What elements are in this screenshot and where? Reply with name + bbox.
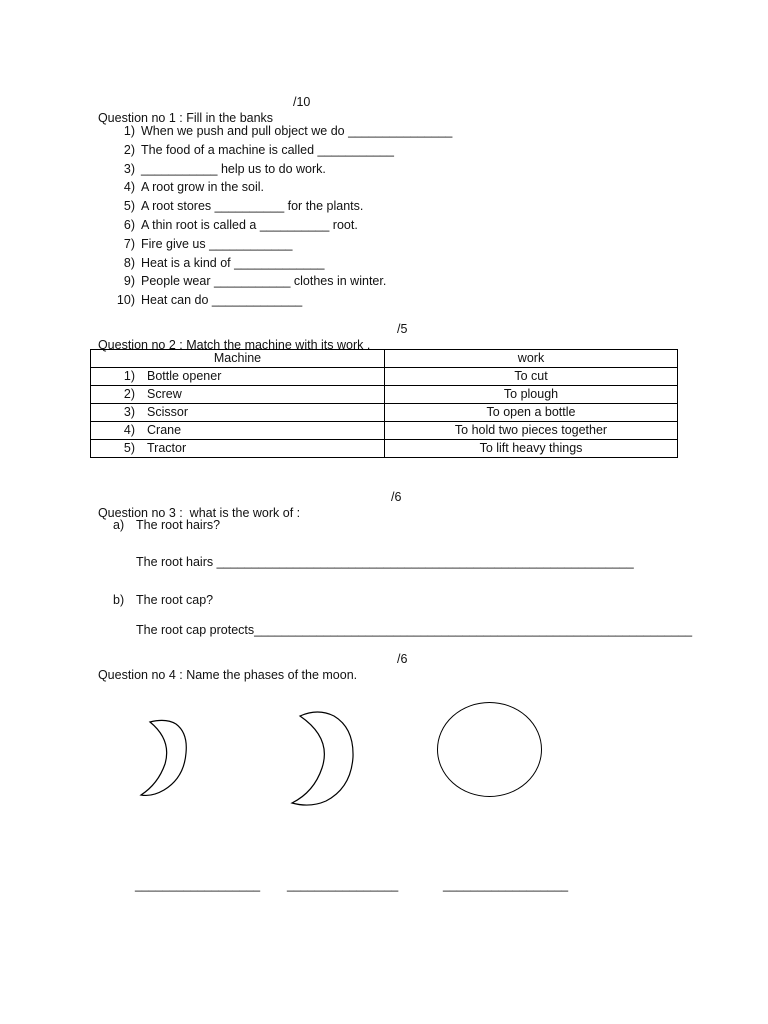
list-item: 2) The food of a machine is called ___________ [123,142,394,157]
full-moon-icon [435,700,545,800]
list-item: 5) A root stores __________ for the plants. [123,199,364,214]
work-cell: To hold two pieces together [385,422,678,440]
machine-cell: 5) Tractor [91,440,385,458]
question-3a-answer-line: The root hairs ____________________________________________________________ [136,555,634,569]
table-row [91,368,678,386]
list-item: 10) Heat can do _____________ [116,293,303,308]
question-1-marks: /10 [293,95,311,109]
question-3b-text: The root cap? [136,593,214,607]
crescent-moon-small-icon [135,715,195,800]
question-3b-answer-line: The root cap protects_______________________________________________________________ [136,623,693,637]
work-cell: To plough [385,386,678,404]
moon-phase-answer-blank-3[interactable]: __________________ [443,878,569,892]
work-cell: To cut [385,368,678,386]
table-row [91,404,678,422]
moon-phase-answer-blank-1[interactable]: __________________ [135,878,261,892]
table-header-row [91,350,678,368]
question-3-marks: /6 [391,490,402,504]
list-item: 7) Fire give us ____________ [123,236,293,251]
question-4-marks: /6 [397,652,408,666]
question-1-title: Question no 1 : Fill in the banks [97,111,274,125]
crescent-moon-large-icon [288,708,358,808]
question-1-list [111,122,452,310]
table-row [91,422,678,440]
moon-phase-answer-blank-2[interactable]: ________________ [287,878,399,892]
list-item: 9) People wear ___________ clothes in winter. [123,274,387,289]
question-4-title: Question no 4 : Name the phases of the moon. [97,668,358,682]
machine-cell: 4) Crane [91,422,385,440]
question-2-title: Question no 2 : Match the machine with its work . [97,338,371,352]
list-item: 1) When we push and pull object we do _______________ [123,124,453,138]
question-2-marks: /5 [397,322,408,336]
machine-cell: 1) Bottle opener [91,368,385,386]
column-header-machine: Machine [91,350,385,368]
table-row [91,440,678,458]
list-item: 3) ___________ help us to do work. [123,161,326,176]
list-item: 8) Heat is a kind of _____________ [123,255,325,270]
machine-cell: 2) Screw [91,386,385,404]
machine-cell: 3) Scissor [91,404,385,422]
work-cell: To lift heavy things [385,440,678,458]
question-4-heading [91,651,408,699]
question-3a-label: a) [113,518,125,532]
list-item: 4) A root grow in the soil. [123,180,264,195]
list-item: 6) A thin root is called a __________ root. [123,217,358,232]
match-table [90,349,678,458]
question-3-title: Question no 3 : what is the work of : [97,506,301,520]
question-3b-label: b) [113,593,125,607]
question-3a-text: The root hairs? [136,518,221,532]
column-header-work: work [385,350,678,368]
work-cell: To open a bottle [385,404,678,422]
table-row [91,386,678,404]
